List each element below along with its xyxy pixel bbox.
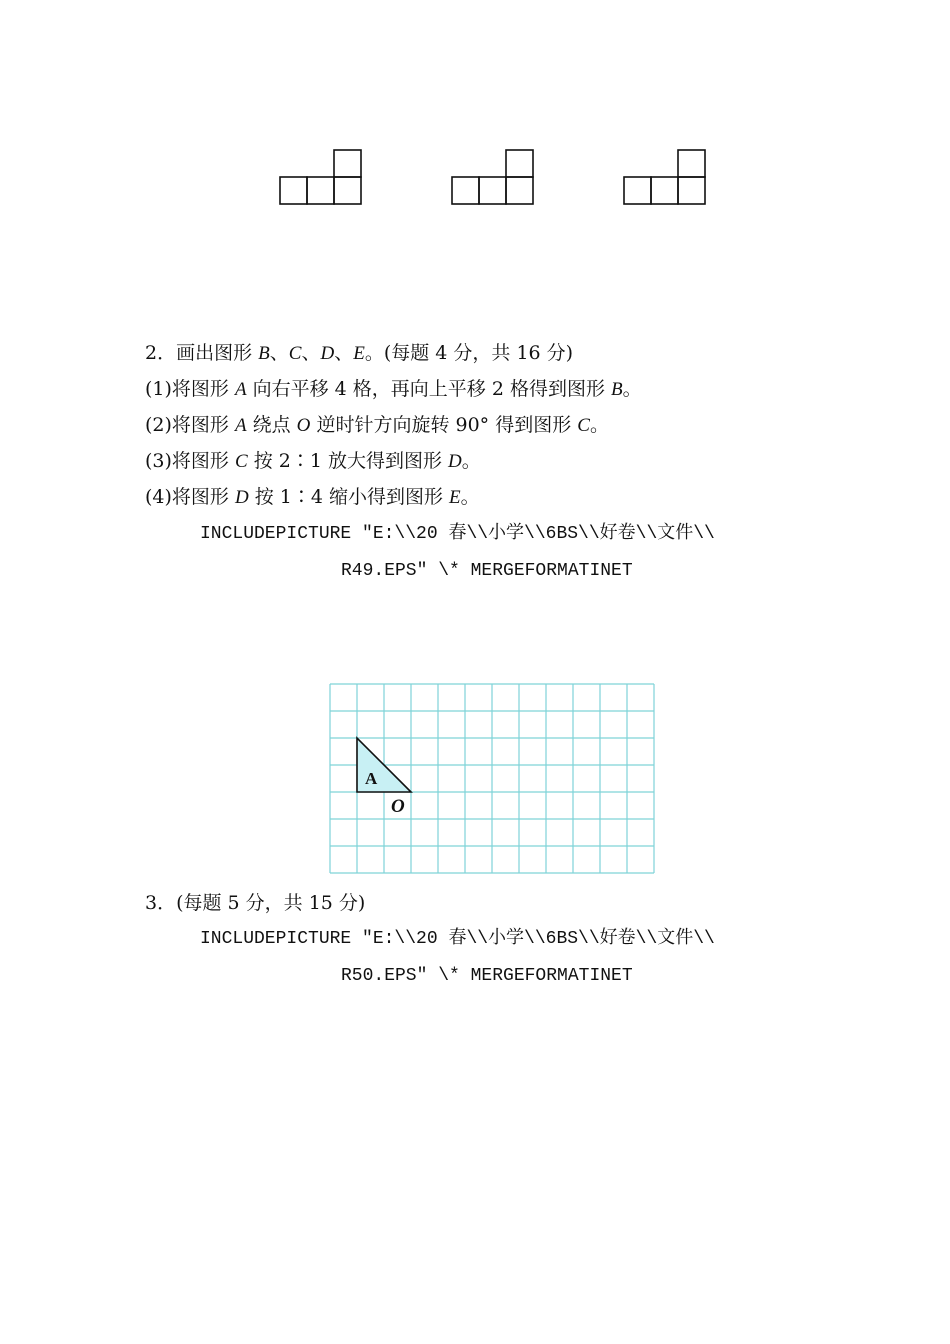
grid-figure [322,676,662,880]
question-2-sub-2: (2)将图形 A 绕点 O 逆时针方向旋转 90° 得到图形 C。 [145,414,609,436]
block-figure-1 [280,150,361,204]
point-o-label: O [391,796,405,817]
q2-field-code-line-2: R49.EPS" \* MERGEFORMATINET [341,561,633,581]
triangle-a-label: A [365,769,378,788]
block-figure-3 [624,150,705,204]
block-figure-2 [452,150,533,204]
question-2-sub-4: (4)将图形 D 按 1∶4 缩小得到图形 E。 [145,486,480,508]
q2-field-code-line-1: INCLUDEPICTURE "E:\\20 春\\小学\\6BS\\好卷\\文件\\ [200,524,715,544]
block-figures [270,140,720,210]
q3-field-code-line-1: INCLUDEPICTURE "E:\\20 春\\小学\\6BS\\好卷\\文件\\ [200,929,715,949]
question-3-title: 3．(每题 5 分，共 15 分) [145,892,366,914]
question-2-sub-3: (3)将图形 C 按 2∶1 放大得到图形 D。 [145,450,481,472]
q3-field-code-line-2: R50.EPS" \* MERGEFORMATINET [341,966,633,986]
question-2-title: 2．画出图形 B、C、D、E。(每题 4 分，共 16 分) [145,342,574,364]
question-2-sub-1: (1)将图形 A 向右平移 4 格，再向上平移 2 格得到图形 B。 [145,378,642,400]
